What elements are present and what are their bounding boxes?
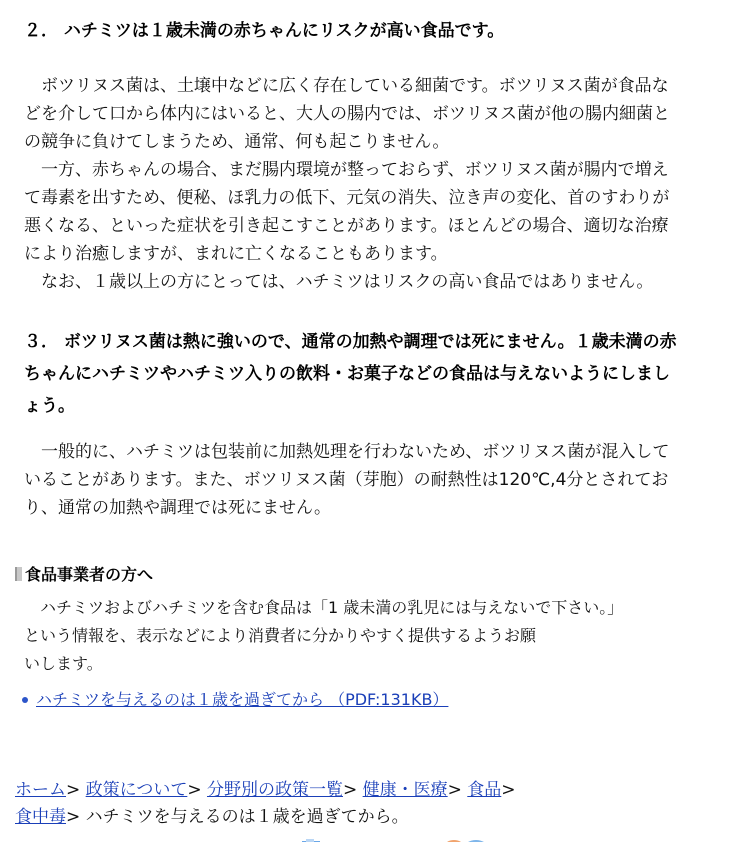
text-line: り、通常の加熱や調理では死にません。: [24, 498, 332, 518]
breadcrumb-health-link[interactable]: 健康・医療: [362, 780, 448, 800]
text-line: なお、１歳以上の方にとっては、ハチミツはリスクの高い食品ではありません。: [24, 272, 654, 292]
breadcrumb: [15, 777, 516, 804]
cropped-illustration-icon: [438, 832, 498, 842]
text-line: により治癒しますが、まれに亡くなることもあります。: [24, 244, 448, 264]
business-heading-text: 食品事業者の方へ: [25, 565, 154, 584]
text-line: 一般的に、ハチミツは包装前に加熱処理を行わないため、ボツリヌス菌が混入して: [24, 442, 670, 462]
text-line: どを介して口から体内にはいると、大人の腸内では、ボツリヌス菌が他の腸内細菌と: [24, 104, 670, 124]
breadcrumb-separator: >: [66, 807, 81, 827]
heading-line: ょう。: [24, 396, 75, 416]
text-line: いします。: [24, 654, 103, 673]
section2-heading: ２． ハチミツは１歳未満の赤ちゃんにリスクが高い食品です。: [24, 21, 505, 41]
breadcrumb-field-link[interactable]: 分野別の政策一覧: [206, 780, 343, 800]
text-line: 一方、赤ちゃんの場合、まだ腸内環境が整っておらず、ボツリヌス菌が腸内で増え: [24, 160, 669, 180]
heading-line: ３． ボツリヌス菌は熱に強いので、通常の加熱や調理では死にません。１歳未満の赤: [24, 332, 677, 352]
breadcrumb-separator: >: [66, 780, 81, 800]
text-line: ボツリヌス菌は、土壌中などに広く存在している細菌です。ボツリヌス菌が食品な: [24, 76, 669, 96]
section3-paragraph: [24, 438, 669, 522]
heading-marker-icon: [15, 567, 22, 581]
business-notice: [24, 594, 623, 678]
section3-heading: [24, 326, 677, 422]
cropped-banner-icon: [300, 832, 322, 842]
text-line: の競争に負けてしまうため、通常、何も起こりません。: [24, 132, 450, 152]
breadcrumb-separator: >: [447, 780, 462, 800]
cropped-illustration-graphic: [438, 837, 498, 842]
breadcrumb-food-link[interactable]: 食品: [467, 780, 502, 800]
text-line: いることがあります。また、ボツリヌス菌（芽胞）の耐熱性は120℃,4分とされてお: [24, 470, 669, 490]
bullet-icon: [22, 697, 28, 703]
breadcrumb-poisoning-link[interactable]: 食中毒: [15, 807, 66, 827]
cropped-banner-graphic: [300, 837, 322, 842]
pdf-link[interactable]: ハチミツを与えるのは１歳を過ぎてから （PDF:131KB）: [36, 690, 449, 709]
breadcrumb-separator: >: [342, 780, 358, 800]
breadcrumb-home-link[interactable]: ホーム: [15, 780, 66, 800]
heading-line: ちゃんにハチミツやハチミツ入りの飲料・お菓子などの食品は与えないようにしまし: [24, 364, 670, 384]
text-line: 悪くなる、といった症状を引き起こすことがあります。ほとんどの場合、適切な治療: [24, 216, 669, 236]
pdf-link-row: [22, 688, 448, 712]
breadcrumb-row-2: [15, 804, 409, 831]
breadcrumb-separator: >: [501, 780, 516, 800]
breadcrumb-policy-link[interactable]: 政策について: [85, 780, 188, 800]
text-line: て毒素を出すため、便秘、ほ乳力の低下、元気の消失、泣き声の変化、首のすわりが: [24, 188, 670, 208]
breadcrumb-separator: >: [187, 780, 202, 800]
section2-paragraph-2: [24, 156, 669, 268]
section2-paragraph-3: [24, 268, 653, 296]
business-heading: [15, 563, 153, 587]
text-line: ハチミツおよびハチミツを含む食品は「1 歳未満の乳児には与えないで下さい。」: [24, 598, 624, 617]
breadcrumb-current: ハチミツを与えるのは１歳を過ぎてから。: [85, 807, 409, 827]
text-line: という情報を、表示などにより消費者に分かりやすく提供するようお願: [24, 626, 537, 645]
section2-paragraph-1: [24, 72, 670, 156]
